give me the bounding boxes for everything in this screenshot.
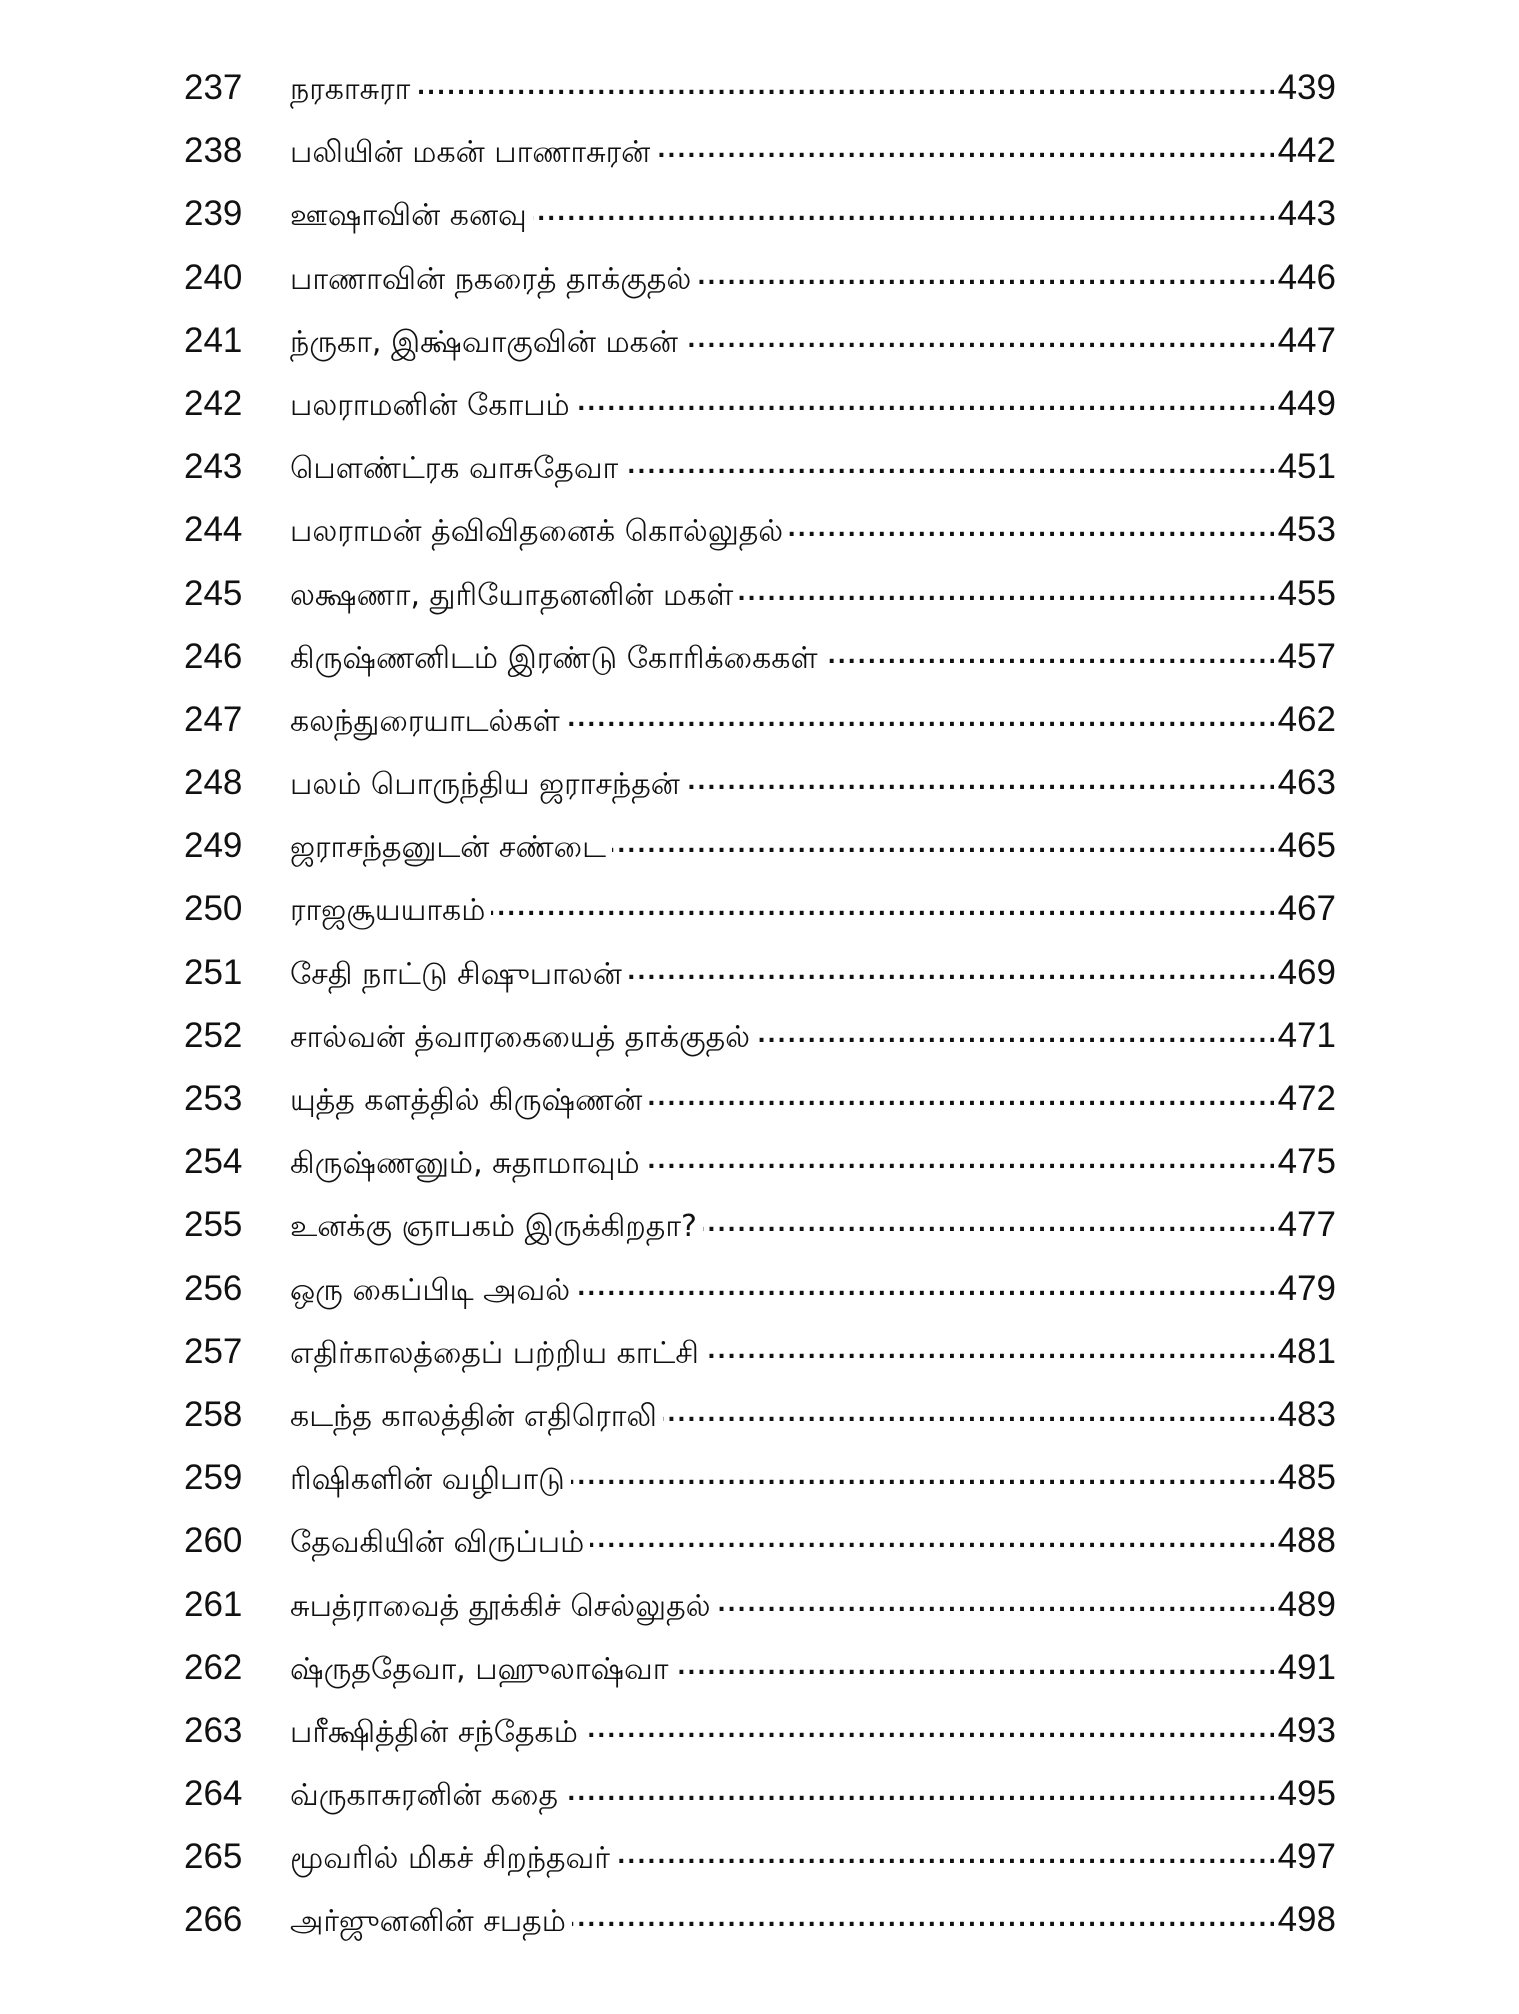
toc-entry — [184, 625, 1336, 688]
dot-leader — [789, 508, 1273, 541]
page-number: 446 — [1277, 257, 1336, 297]
chapter-title: பலம் பொருந்திய ஜராசந்தன் — [290, 767, 680, 803]
table-of-contents — [184, 56, 1336, 1952]
chapter-title: ரிஷிகளின் வழிபாடு — [290, 1462, 565, 1498]
page-number: 471 — [1277, 1015, 1336, 1055]
chapter-number: 265 — [184, 1837, 243, 1877]
chapter-number: 261 — [184, 1584, 243, 1624]
chapter-title: யுத்த களத்தில் கிருஷ்ணன் — [290, 1083, 643, 1118]
chapter-title: மூவரில் மிகச் சிறந்தவர் — [290, 1841, 610, 1877]
chapter-title: நரகாசுரா — [290, 72, 411, 107]
toc-entry — [184, 1699, 1336, 1762]
chapter-title: எதிர்காலத்தைப் பற்றிய காட்சி — [290, 1335, 699, 1371]
dot-leader — [705, 1330, 1274, 1363]
chapter-title: ஷ்ருததேவா, பஹுலாஷ்வா — [290, 1651, 669, 1687]
page-number: 497 — [1277, 1837, 1336, 1877]
chapter-title: அர்ஜுனனின் சபதம் — [290, 1904, 566, 1940]
page-number: 489 — [1277, 1584, 1336, 1624]
chapter-number: 244 — [184, 510, 243, 550]
page-number: 488 — [1277, 1521, 1336, 1561]
chapter-title: கடந்த காலத்தின் எதிரொலி — [290, 1398, 657, 1434]
page-number: 472 — [1277, 1079, 1336, 1118]
page-number: 447 — [1277, 320, 1336, 360]
chapter-title: ஜராசந்தனுடன் சண்டை — [290, 830, 606, 866]
page-number: 463 — [1277, 763, 1336, 803]
toc-entry — [184, 1383, 1336, 1446]
chapter-number: 252 — [184, 1015, 243, 1055]
page-number: 462 — [1277, 699, 1336, 739]
dot-leader — [656, 129, 1273, 162]
chapter-number: 259 — [184, 1458, 243, 1498]
chapter-title: சேதி நாட்டு சிஷுபாலன் — [290, 956, 622, 992]
toc-entry — [184, 56, 1336, 119]
toc-entry — [184, 1320, 1336, 1383]
chapter-number: 237 — [184, 68, 243, 107]
chapter-number: 266 — [184, 1900, 243, 1940]
dot-leader — [648, 1077, 1273, 1110]
page-number: 479 — [1277, 1268, 1336, 1308]
toc-entry — [184, 751, 1336, 814]
chapter-title: சுபத்ராவைத் தூக்கிச் செல்லுதல் — [290, 1588, 711, 1624]
dot-leader — [616, 1835, 1274, 1868]
chapter-title: பலியின் மகன் பாணாசுரன் — [290, 135, 651, 171]
toc-entry — [184, 1509, 1336, 1572]
toc-entry — [184, 1636, 1336, 1699]
toc-entry — [184, 941, 1336, 1004]
chapter-number: 258 — [184, 1394, 243, 1434]
page-number: 491 — [1277, 1647, 1336, 1687]
page-number: 481 — [1277, 1331, 1336, 1371]
chapter-number: 251 — [184, 952, 243, 992]
chapter-number: 239 — [184, 194, 243, 234]
toc-entry — [184, 1825, 1336, 1888]
page-number: 475 — [1277, 1142, 1336, 1182]
page-number: 467 — [1277, 889, 1336, 929]
chapter-title: கிருஷ்ணனும், சுதாமாவும் — [290, 1146, 640, 1182]
chapter-title: கலந்துரையாடல்கள் — [290, 703, 560, 739]
page-number: 495 — [1277, 1774, 1336, 1814]
page-number: 455 — [1277, 573, 1336, 613]
chapter-title: சால்வன் த்வாரகையைத் தாக்குதல் — [290, 1019, 751, 1055]
chapter-number: 248 — [184, 763, 243, 803]
dot-leader — [697, 256, 1273, 289]
toc-entry — [184, 246, 1336, 309]
dot-leader — [686, 761, 1274, 794]
chapter-number: 249 — [184, 826, 243, 866]
chapter-title: ஒரு கைப்பிடி அவல் — [290, 1272, 571, 1308]
page-number: 485 — [1277, 1458, 1336, 1498]
chapter-number: 262 — [184, 1647, 243, 1687]
dot-leader — [576, 382, 1274, 415]
page-number: 477 — [1277, 1205, 1336, 1245]
page-number: 493 — [1277, 1710, 1336, 1750]
page-number: 498 — [1277, 1900, 1336, 1940]
dot-leader — [663, 1393, 1274, 1426]
dot-leader — [572, 1898, 1274, 1931]
chapter-title: பலராமன் த்விவிதனைக் கொல்லுதல் — [290, 514, 784, 550]
toc-entry — [184, 562, 1336, 625]
dot-leader — [566, 698, 1274, 731]
toc-entry — [184, 309, 1336, 372]
chapter-title: ந்ருகா, இக்ஷ்வாகுவின் மகன் — [290, 324, 678, 360]
toc-entry — [184, 814, 1336, 877]
dot-leader — [628, 951, 1274, 984]
toc-entry — [184, 1067, 1336, 1130]
chapter-title: ஊஷாவின் கனவு — [290, 198, 527, 234]
dot-leader — [739, 572, 1273, 605]
dot-leader — [584, 1709, 1274, 1742]
dot-leader — [571, 1456, 1274, 1489]
dot-leader — [590, 1519, 1273, 1552]
toc-entry — [184, 435, 1336, 498]
dot-leader — [684, 319, 1274, 352]
chapter-number: 255 — [184, 1205, 243, 1245]
chapter-number: 243 — [184, 447, 243, 487]
page-number: 483 — [1277, 1394, 1336, 1434]
dot-leader — [824, 635, 1274, 668]
dot-leader — [491, 887, 1273, 920]
chapter-title: பௌண்ட்ரக வாசுதேவா — [290, 451, 619, 487]
toc-entry — [184, 372, 1336, 435]
page-number: 439 — [1277, 68, 1336, 107]
toc-entry — [184, 1257, 1336, 1320]
chapter-title: ராஜசூயயாகம் — [290, 893, 486, 929]
page-number: 469 — [1277, 952, 1336, 992]
dot-leader — [416, 66, 1273, 99]
chapter-title: உனக்கு ஞாபகம் இருக்கிறதா? — [290, 1209, 697, 1245]
chapter-number: 241 — [184, 320, 243, 360]
chapter-title: வ்ருகாசுரனின் கதை — [290, 1778, 559, 1814]
toc-entry — [184, 877, 1336, 940]
chapter-number: 254 — [184, 1142, 243, 1182]
chapter-number: 245 — [184, 573, 243, 613]
dot-leader — [756, 1014, 1274, 1047]
toc-entry — [184, 498, 1336, 561]
toc-entry — [184, 688, 1336, 751]
dot-leader — [624, 445, 1273, 478]
toc-entry — [184, 119, 1336, 182]
page-number: 449 — [1277, 383, 1336, 423]
toc-entry — [184, 1004, 1336, 1067]
dot-leader — [612, 824, 1274, 857]
toc-entry — [184, 1573, 1336, 1636]
chapter-number: 240 — [184, 257, 243, 297]
dot-leader — [576, 1267, 1273, 1300]
chapter-title: தேவகியின் விருப்பம் — [290, 1525, 585, 1561]
chapter-title: கிருஷ்ணனிடம் இரண்டு கோரிக்கைகள் — [290, 640, 818, 676]
chapter-number: 256 — [184, 1268, 243, 1308]
chapter-title: பாணாவின் நகரைத் தாக்குதல் — [290, 261, 692, 297]
chapter-number: 257 — [184, 1331, 243, 1371]
chapter-number: 263 — [184, 1710, 243, 1750]
dot-leader — [703, 1203, 1274, 1236]
page-number: 465 — [1277, 826, 1336, 866]
toc-entry — [184, 182, 1336, 245]
dot-leader — [533, 192, 1274, 225]
page-number: 443 — [1277, 194, 1336, 234]
chapter-number: 242 — [184, 383, 243, 423]
chapter-title: பரீக்ஷித்தின் சந்தேகம் — [290, 1714, 578, 1750]
chapter-title: பலராமனின் கோபம் — [290, 387, 570, 423]
chapter-number: 250 — [184, 889, 243, 929]
chapter-number: 253 — [184, 1079, 243, 1118]
chapter-number: 238 — [184, 131, 243, 171]
chapter-number: 260 — [184, 1521, 243, 1561]
dot-leader — [674, 1646, 1273, 1679]
page-number: 453 — [1277, 510, 1336, 550]
dot-leader — [646, 1140, 1274, 1173]
dot-leader — [564, 1772, 1274, 1805]
dot-leader — [717, 1583, 1274, 1616]
toc-entry — [184, 1193, 1336, 1256]
toc-entry — [184, 1446, 1336, 1509]
toc-entry — [184, 1130, 1336, 1193]
page-number: 442 — [1277, 131, 1336, 171]
page-number: 451 — [1277, 447, 1336, 487]
chapter-number: 264 — [184, 1774, 243, 1814]
chapter-title: லக்ஷணா, துரியோதனனின் மகள் — [290, 577, 734, 613]
chapter-number: 246 — [184, 636, 243, 676]
toc-entry — [184, 1762, 1336, 1825]
chapter-number: 247 — [184, 699, 243, 739]
page-number: 457 — [1277, 636, 1336, 676]
toc-entry — [184, 1888, 1336, 1951]
